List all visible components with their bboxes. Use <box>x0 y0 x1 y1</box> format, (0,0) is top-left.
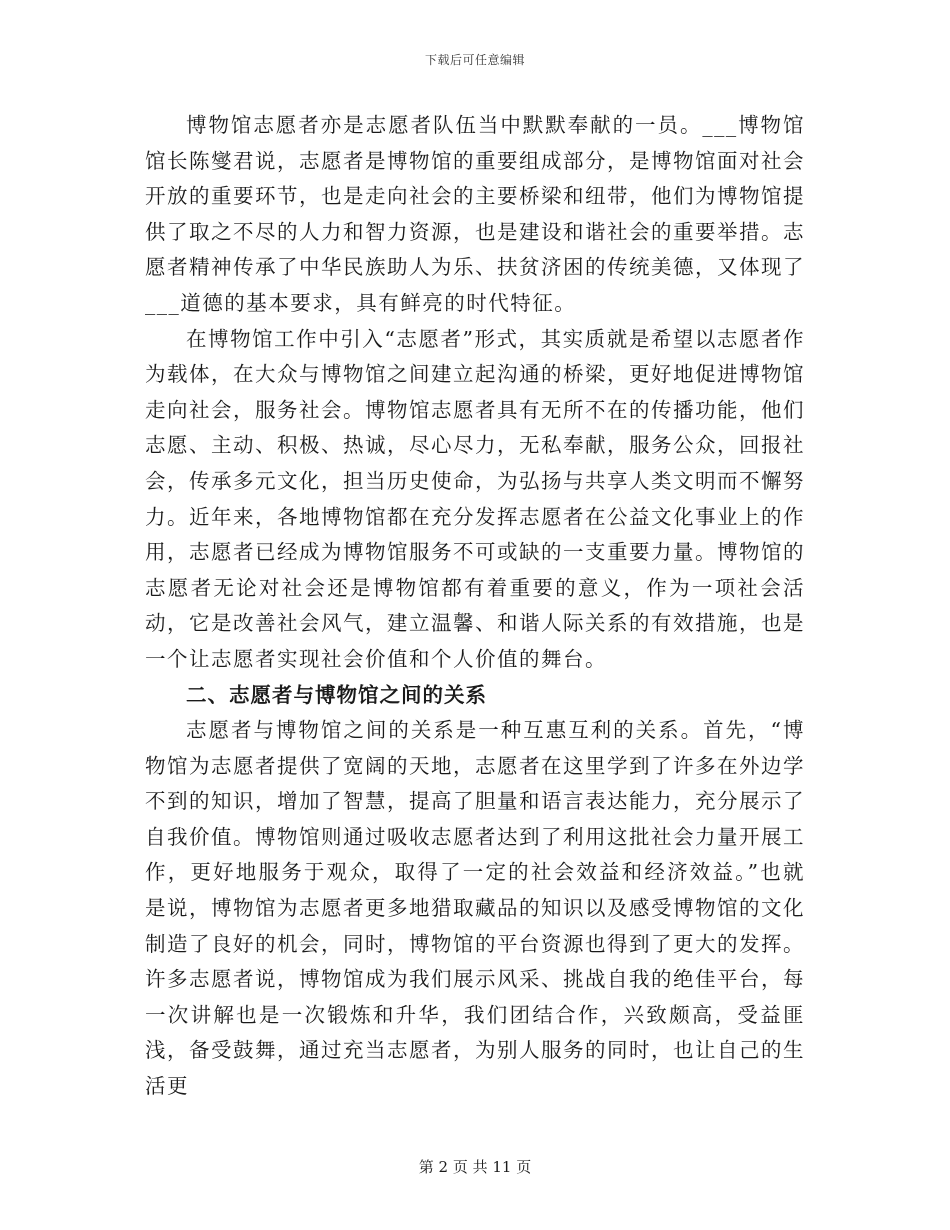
section-heading: 二、志愿者与博物馆之间的关系 <box>186 682 487 707</box>
paragraph-2: 在博物馆工作中引入“志愿者”形式，其实质就是希望以志愿者作为载体，在大众与博物馆之间建立起沟通的桥梁，更好地促进博物馆走向社会，服务社会。博物馆志愿者具有无所不在的传播功能，他们志愿、主动、积极、热诚，尽心尽力，无私奉献，服务公众，回报社会，传承多元文化，担当历史使命，为弘扬与共享人类文明而不懈努力。近年来，各地博物馆都在充分发挥志愿者在公益文化事业上的作用，志愿者已经成为博物馆服务不可或缺的一支重要力量。博物馆的志愿者无论对社会还是博物馆都有着重要的意义，作为一项社会活动，它是改善社会风气，建立温馨、和谐人际关系的有效措施，也是一个让志愿者实现社会价值和个人价值的舞台。 <box>145 326 805 671</box>
page-number: 第 2 页 共 11 页 <box>418 1158 532 1176</box>
document-body <box>145 108 805 1105</box>
paragraph-3: 志愿者与博物馆之间的关系是一种互惠互利的关系。首先，“博物馆为志愿者提供了宽阔的天地，志愿者在这里学到了许多在外边学不到的知识，增加了智慧，提高了胆量和语言表达能力，充分展示了自我价值。博物馆则通过吸收志愿者达到了利用这批社会力量开展工作，更好地服务于观众，取得了一定的社会效益和经济效益。”也就是说，博物馆为志愿者更多地猎取藏品的知识以及感受博物馆的文化制造了良好的机会，同时，博物馆的平台资源也得到了更大的发挥。许多志愿者说，博物馆成为我们展示风采、挑战自我的绝佳平台，每一次讲解也是一次锻炼和升华，我们团结合作，兴致颇高，受益匪浅，备受鼓舞，通过充当志愿者，为别人服务的同时，也让自己的生活更 <box>145 718 805 1099</box>
page-header: 下载后可任意编辑 <box>424 53 525 67</box>
paragraph-1: 博物馆志愿者亦是志愿者队伍当中默默奉献的一员。___博物馆馆长陈燮君说，志愿者是博物馆的重要组成部分，是博物馆面对社会开放的重要环节，也是走向社会的主要桥梁和纽带，他们为博物馆提供了取之不尽的人力和智力资源，也是建设和谐社会的重要举措。志愿者精神传承了中华民族助人为乐、扶贫济困的传统美德，又体现了___道德的基本要求，具有鲜亮的时代特征。 <box>145 113 805 315</box>
